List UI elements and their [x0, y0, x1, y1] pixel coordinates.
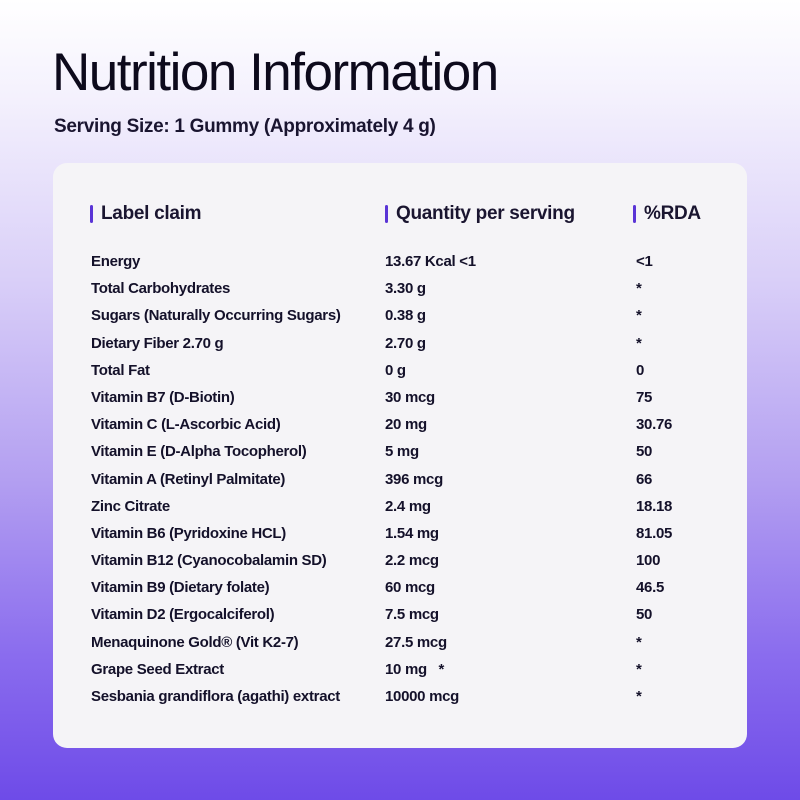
row-label: Sugars (Naturally Occurring Sugars) [91, 307, 341, 325]
header-rda [633, 203, 701, 225]
header-label-claim-text: Label claim [101, 203, 202, 224]
row-rda: 75 [636, 388, 653, 406]
row-rda: 81.05 [636, 524, 673, 542]
row-label: Total Carbohydrates [91, 280, 231, 298]
table-row [0, 656, 800, 683]
row-rda: 0 [636, 361, 645, 379]
header-accent-bar [633, 205, 636, 223]
row-label: Vitamin C (L-Ascorbic Acid) [91, 416, 281, 434]
header-label-claim [90, 203, 201, 225]
row-quantity: 27.5 mcg [385, 633, 447, 651]
header-accent-bar [90, 205, 93, 223]
row-label: Dietary Fiber 2.70 g [91, 334, 224, 352]
row-label: Energy [91, 253, 141, 270]
table-row [0, 601, 800, 628]
header-quantity-text: Quantity per serving [396, 203, 575, 224]
row-quantity: 0 g [385, 361, 406, 379]
table-row [0, 438, 800, 465]
page-title: Nutrition Information [52, 43, 498, 102]
row-quantity: 2.70 g [385, 334, 426, 352]
row-rda: * [636, 688, 642, 705]
row-rda: 18.18 [636, 497, 673, 515]
header-quantity [385, 203, 575, 225]
row-rda: <1 [636, 253, 653, 270]
table-row [0, 466, 800, 493]
table-row [0, 357, 800, 384]
row-label: Vitamin A (Retinyl Palmitate) [91, 470, 286, 488]
table-row [0, 493, 800, 520]
row-label: Vitamin B12 (Cyanocobalamin SD) [91, 552, 327, 570]
row-quantity: 10000 mcg [385, 688, 460, 705]
table-row [0, 384, 800, 411]
row-quantity: 20 mg [385, 416, 427, 434]
row-rda: 50 [636, 606, 653, 624]
row-label: Sesbania grandiflora (agathi) extract [91, 688, 340, 705]
header-rda-text: %RDA [644, 203, 701, 224]
row-label: Menaquinone Gold® (Vit K2-7) [91, 633, 299, 651]
table-row [0, 275, 800, 302]
table-row [0, 547, 800, 574]
row-quantity: 10 mg * [385, 660, 444, 678]
row-label: Vitamin B7 (D-Biotin) [91, 388, 235, 406]
row-label: Grape Seed Extract [91, 660, 224, 678]
row-quantity: 13.67 Kcal <1 [385, 253, 476, 270]
row-rda: 66 [636, 470, 653, 488]
serving-size: Serving Size: 1 Gummy (Approximately 4 g) [54, 116, 436, 137]
row-rda: * [636, 307, 642, 325]
table-row [0, 683, 800, 710]
row-rda: * [636, 334, 642, 352]
row-label: Zinc Citrate [91, 497, 170, 515]
row-label: Vitamin D2 (Ergocalciferol) [91, 606, 275, 624]
row-rda: * [636, 280, 642, 298]
row-rda: 100 [636, 552, 661, 570]
row-quantity: 2.4 mg [385, 497, 431, 515]
header-accent-bar [385, 205, 388, 223]
row-rda: 30.76 [636, 416, 673, 434]
row-quantity: 30 mcg [385, 388, 435, 406]
row-rda: 50 [636, 443, 653, 461]
table-row [0, 520, 800, 547]
row-quantity: 0.38 g [385, 307, 426, 325]
row-label: Vitamin E (D-Alpha Tocopherol) [91, 443, 307, 461]
table-row [0, 411, 800, 438]
table-row [0, 248, 800, 275]
row-quantity: 396 mcg [385, 470, 443, 488]
row-label: Vitamin B9 (Dietary folate) [91, 579, 270, 597]
table-row [0, 302, 800, 329]
row-quantity: 60 mcg [385, 579, 435, 597]
row-label: Total Fat [91, 361, 150, 379]
row-quantity: 1.54 mg [385, 524, 439, 542]
row-quantity: 3.30 g [385, 280, 426, 298]
nutrition-table [0, 248, 800, 710]
table-row [0, 629, 800, 656]
row-label: Vitamin B6 (Pyridoxine HCL) [91, 524, 286, 542]
table-row [0, 330, 800, 357]
row-quantity: 7.5 mcg [385, 606, 439, 624]
row-rda: 46.5 [636, 579, 664, 597]
row-rda: * [636, 660, 642, 678]
row-rda: * [636, 633, 642, 651]
row-quantity: 5 mg [385, 443, 419, 461]
row-quantity: 2.2 mcg [385, 552, 439, 570]
table-row [0, 574, 800, 601]
